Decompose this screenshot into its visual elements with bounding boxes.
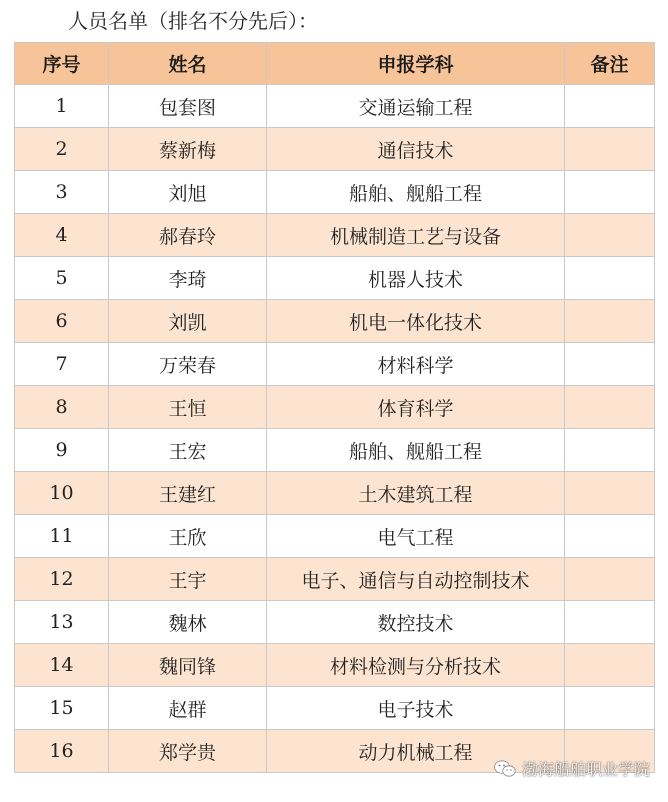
cell-note bbox=[565, 343, 655, 386]
cell-note bbox=[565, 601, 655, 644]
cell-subject: 机电一体化技术 bbox=[267, 300, 565, 343]
cell-number: 7 bbox=[15, 343, 109, 386]
cell-note bbox=[565, 558, 655, 601]
cell-subject: 土木建筑工程 bbox=[267, 472, 565, 515]
header-number: 序号 bbox=[15, 43, 109, 85]
cell-number: 14 bbox=[15, 644, 109, 687]
cell-number: 5 bbox=[15, 257, 109, 300]
cell-subject: 动力机械工程 bbox=[267, 730, 565, 773]
cell-name: 王建红 bbox=[109, 472, 267, 515]
cell-number: 10 bbox=[15, 472, 109, 515]
table-row bbox=[15, 257, 655, 300]
table-row bbox=[15, 300, 655, 343]
cell-note bbox=[565, 171, 655, 214]
cell-subject: 船舶、舰船工程 bbox=[267, 429, 565, 472]
cell-name: 王宏 bbox=[109, 429, 267, 472]
header-row bbox=[15, 43, 655, 85]
cell-subject: 电子、通信与自动控制技术 bbox=[267, 558, 565, 601]
cell-subject: 机器人技术 bbox=[267, 257, 565, 300]
cell-note bbox=[565, 257, 655, 300]
header-name: 姓名 bbox=[109, 43, 267, 85]
cell-number: 4 bbox=[15, 214, 109, 257]
cell-note bbox=[565, 687, 655, 730]
table-row bbox=[15, 515, 655, 558]
cell-note bbox=[565, 300, 655, 343]
table-row bbox=[15, 601, 655, 644]
cell-number: 13 bbox=[15, 601, 109, 644]
table-row bbox=[15, 214, 655, 257]
table-row bbox=[15, 85, 655, 128]
cell-number: 8 bbox=[15, 386, 109, 429]
cell-name: 王恒 bbox=[109, 386, 267, 429]
cell-number: 1 bbox=[15, 85, 109, 128]
cell-note bbox=[565, 515, 655, 558]
cell-number: 11 bbox=[15, 515, 109, 558]
cell-note bbox=[565, 85, 655, 128]
cell-name: 刘旭 bbox=[109, 171, 267, 214]
cell-name: 郑学贵 bbox=[109, 730, 267, 773]
cell-note bbox=[565, 429, 655, 472]
cell-name: 王宇 bbox=[109, 558, 267, 601]
cell-name: 魏林 bbox=[109, 601, 267, 644]
table-row bbox=[15, 128, 655, 171]
cell-name: 万荣春 bbox=[109, 343, 267, 386]
table-header bbox=[15, 43, 655, 85]
wechat-icon bbox=[494, 760, 516, 778]
watermark bbox=[494, 757, 650, 780]
cell-name: 魏同锋 bbox=[109, 644, 267, 687]
table-row bbox=[15, 472, 655, 515]
cell-subject: 船舶、舰船工程 bbox=[267, 171, 565, 214]
cell-name: 赵群 bbox=[109, 687, 267, 730]
cell-number: 2 bbox=[15, 128, 109, 171]
table-row bbox=[15, 343, 655, 386]
cell-number: 16 bbox=[15, 730, 109, 773]
cell-name: 李琦 bbox=[109, 257, 267, 300]
cell-number: 9 bbox=[15, 429, 109, 472]
table-row bbox=[15, 687, 655, 730]
personnel-table bbox=[14, 42, 655, 773]
cell-number: 12 bbox=[15, 558, 109, 601]
header-note: 备注 bbox=[565, 43, 655, 85]
cell-number: 3 bbox=[15, 171, 109, 214]
cell-number: 15 bbox=[15, 687, 109, 730]
cell-subject: 通信技术 bbox=[267, 128, 565, 171]
table-row bbox=[15, 644, 655, 687]
cell-note bbox=[565, 472, 655, 515]
cell-subject: 数控技术 bbox=[267, 601, 565, 644]
table-row bbox=[15, 171, 655, 214]
cell-name: 刘凯 bbox=[109, 300, 267, 343]
cell-subject: 电气工程 bbox=[267, 515, 565, 558]
cell-note bbox=[565, 644, 655, 687]
cell-subject: 电子技术 bbox=[267, 687, 565, 730]
cell-note bbox=[565, 128, 655, 171]
cell-note bbox=[565, 214, 655, 257]
header-subject: 申报学科 bbox=[267, 43, 565, 85]
table-row bbox=[15, 558, 655, 601]
page-caption: 人员名单（排名不分先后）： bbox=[68, 9, 318, 33]
cell-subject: 交通运输工程 bbox=[267, 85, 565, 128]
cell-name: 蔡新梅 bbox=[109, 128, 267, 171]
cell-note bbox=[565, 386, 655, 429]
cell-subject: 机械制造工艺与设备 bbox=[267, 214, 565, 257]
watermark-text: 渤海船舶职业学院 bbox=[521, 760, 650, 779]
cell-subject: 材料检测与分析技术 bbox=[267, 644, 565, 687]
cell-name: 王欣 bbox=[109, 515, 267, 558]
table-row bbox=[15, 386, 655, 429]
table-body bbox=[15, 85, 655, 773]
cell-name: 郝春玲 bbox=[109, 214, 267, 257]
cell-name: 包套图 bbox=[109, 85, 267, 128]
cell-subject: 材料科学 bbox=[267, 343, 565, 386]
table-row bbox=[15, 429, 655, 472]
cell-subject: 体育科学 bbox=[267, 386, 565, 429]
cell-number: 6 bbox=[15, 300, 109, 343]
